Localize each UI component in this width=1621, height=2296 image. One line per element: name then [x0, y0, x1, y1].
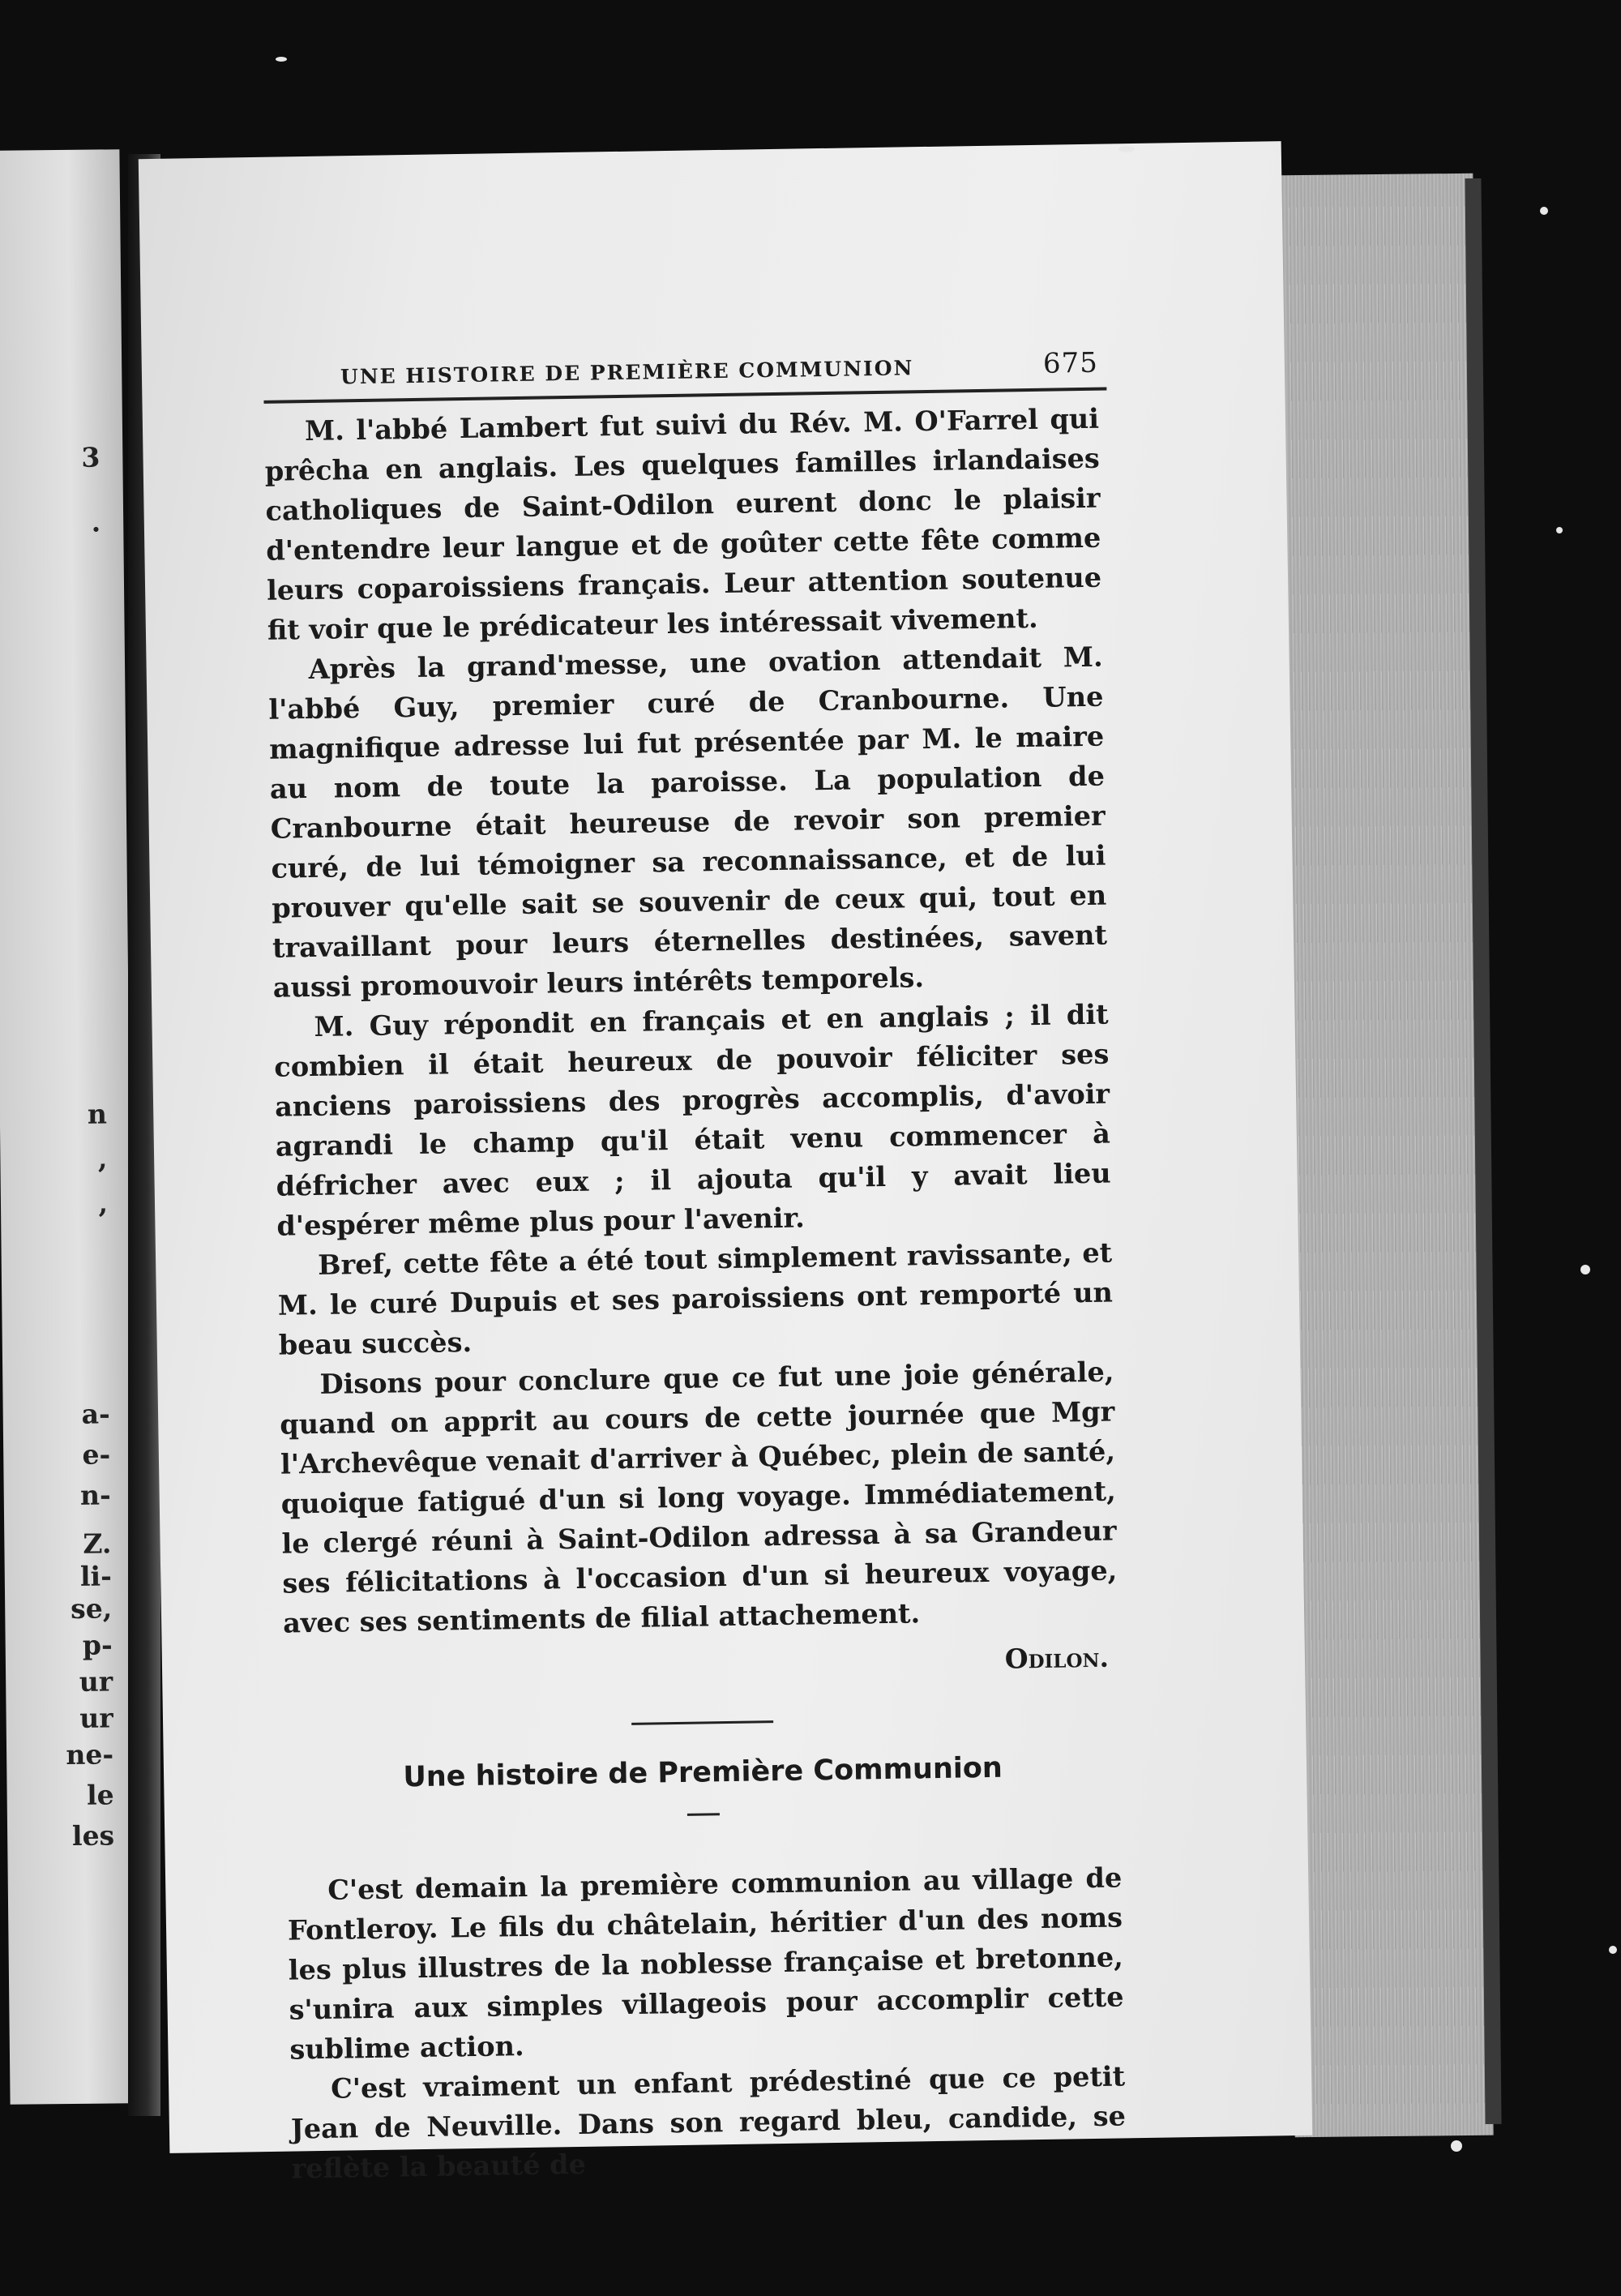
left-page-fragment-text: ne-	[66, 1738, 114, 1771]
section-divider	[631, 1720, 773, 1725]
left-page-fragment-text: le	[86, 1779, 114, 1811]
article-paragraph: C'est demain la première communion au village de Fontleroy. Le fils du châtelain, héritier d'un des noms les plus illustres de la noblesse française et bretonne, s'unira aux simples villageois pour accomplir cette sublime action.	[287, 1861, 1124, 2066]
left-page-fragment	[0, 149, 140, 2105]
running-head-title: UNE HISTOIRE DE PREMIÈRE COMMUNION	[340, 356, 914, 389]
left-page-fragment-text: ,	[98, 1187, 109, 1219]
paragraph: M. Guy répondit en français et en anglais ; il dit combien il était heureux de pouvoir féliciter ses anciens paroissiens des progrès accomplis, d'avoir agrandi le champ qu'il était venu commencer à défricher avec eux ; il ajouta qu'il y avait lieu d'espérer même plus pour l'avenir.	[274, 998, 1111, 1242]
paragraph: Disons pour conclure que ce fut une joie générale, quand on apprit au cours de cette journée que Mgr l'Archevêque venait d'arriver à Québec, plein de santé, quoique fatigué d'un si long voyage. Immédiatement, le clergé réuni à Saint-Odilon adressa à sa Grandeur ses félicitations à l'occasion d'un si heureux voyage, avec ses sentiments de filial attachement.	[280, 1356, 1118, 1639]
left-page-text-fragments	[0, 149, 140, 2105]
title-divider	[687, 1813, 720, 1816]
paragraph: Bref, cette fête a été tout simplement ravissante, et M. le curé Dupuis et ses paroissiens ont remporté un beau succès.	[277, 1236, 1114, 1361]
left-page-fragment-text: a-	[81, 1398, 110, 1430]
left-page-fragment-text: li-	[79, 1560, 113, 1592]
left-page-fragment-text: n	[87, 1098, 108, 1130]
article-paragraph: C'est vraiment un enfant prédestiné que ce petit Jean de Neuville. Dans son regard bleu, candide, se reflète la beauté de	[290, 2060, 1127, 2185]
left-page-fragment-text: 3	[81, 441, 101, 473]
article-title: Une histoire de Première Communion	[403, 1751, 1003, 1794]
left-page-fragment-text: e-	[82, 1438, 111, 1471]
dust-speck	[1609, 1946, 1617, 1954]
left-page-fragment-text: ur	[79, 1702, 113, 1734]
left-page-fragment-text: Z.	[83, 1527, 112, 1560]
dust-speck	[1451, 2140, 1462, 2152]
dust-speck	[276, 57, 287, 62]
author-signature: Odilon.	[1004, 1641, 1110, 1675]
page-number: 675	[1042, 346, 1099, 380]
page-text-block	[263, 347, 1127, 2189]
left-page-fragment-text: n-	[79, 1479, 111, 1511]
left-page-fragment-text: p-	[82, 1629, 113, 1661]
paragraph: Après la grand'messe, une ovation attendait M. l'abbé Guy, premier curé de Cranbourne. Une magnifique adresse lui fut présentée par M. le maire au nom de toute la paroisse. La population de Cranbourne était heureuse de revoir son premier curé, de lui témoigner sa reconnaissance, et de lui prouver qu'elle sait se souvenir de ceux qui, tout en travaillant pour leurs éternelles destinées, savent aussi promouvoir leurs intérêts temporels.	[268, 640, 1108, 1004]
left-page-fragment-text: les	[71, 1819, 115, 1852]
left-page-fragment-text: ,	[97, 1142, 108, 1175]
paragraph: M. l'abbé Lambert fut suivi du Rév. M. O'Farrel qui prêcha en anglais. Les quelques familles irlandaises catholiques de Saint-Odilon eurent donc le plaisir d'entendre leur langue et de goûter cette fête comme leurs coparoissiens français. Leur attention soutenue fit voir que le prédicateur les intéressait vivement.	[264, 402, 1102, 646]
dust-speck	[1540, 207, 1548, 215]
dust-speck	[1580, 1265, 1590, 1274]
left-page-fragment-text: .	[91, 506, 101, 538]
left-page-fragment-text: se,	[70, 1592, 113, 1625]
left-page-fragment-text: ur	[79, 1665, 113, 1698]
dust-speck	[1556, 527, 1563, 533]
book-page	[139, 141, 1312, 2185]
dust-speck	[1118, 146, 1135, 152]
